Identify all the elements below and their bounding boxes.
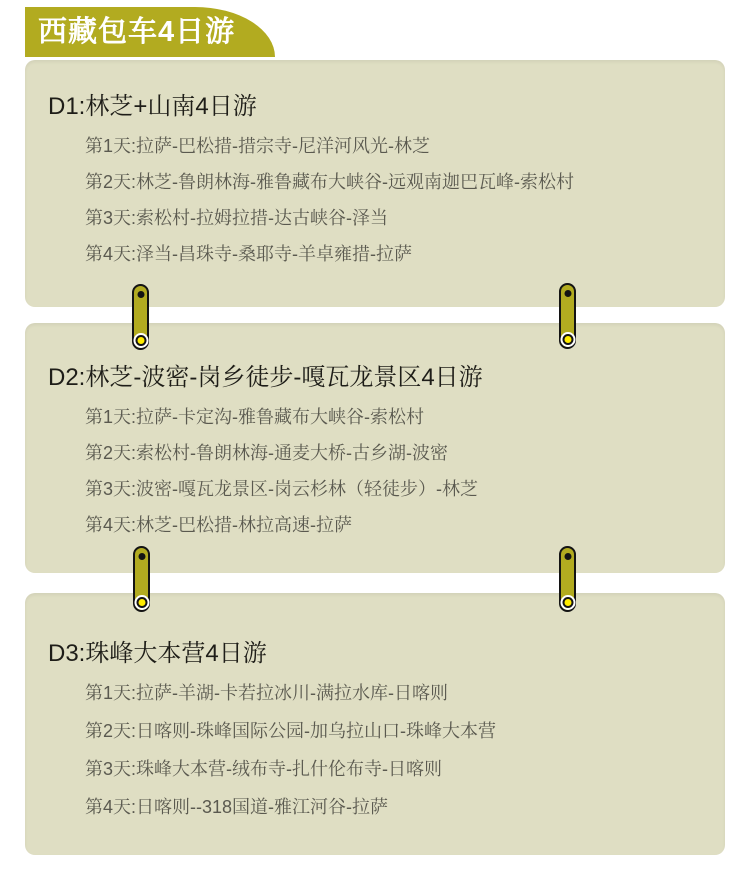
day-item: 第2天:索松村-鲁朗林海-通麦大桥-古乡湖-波密: [85, 443, 448, 463]
day-item: 第4天:林芝-巴松措-林拉高速-拉萨: [85, 515, 352, 535]
day-item: 第3天:珠峰大本营-绒布寺-扎什伦布寺-日喀则: [85, 759, 442, 779]
pin-bulb-icon: [562, 334, 573, 345]
pin-bulb-icon: [562, 597, 573, 608]
pin-dot-icon: [564, 553, 571, 560]
itinerary-panel-d1: [25, 60, 725, 307]
pin-bulb-icon: [136, 597, 147, 608]
section-title-d1: D1:林芝+山南4日游: [48, 93, 257, 120]
binder-pin-icon: [559, 546, 576, 612]
itinerary-panel-d3: [25, 593, 725, 855]
itinerary-panel-d2: [25, 323, 725, 573]
day-item: 第1天:拉萨-巴松措-措宗寺-尼洋河风光-林芝: [85, 136, 430, 156]
day-item: 第1天:拉萨-卡定沟-雅鲁藏布大峡谷-索松村: [85, 407, 424, 427]
day-item: 第2天:林芝-鲁朗林海-雅鲁藏布大峡谷-远观南迦巴瓦峰-索松村: [85, 172, 574, 192]
pin-bulb-icon: [135, 335, 146, 346]
day-item: 第1天:拉萨-羊湖-卡若拉冰川-满拉水库-日喀则: [85, 683, 448, 703]
day-list-d3: [85, 683, 705, 817]
pin-dot-icon: [138, 553, 145, 560]
day-item: 第3天:索松村-拉姆拉措-达古峡谷-泽当: [85, 208, 388, 228]
day-item: 第4天:泽当-昌珠寺-桑耶寺-羊卓雍措-拉萨: [85, 244, 412, 264]
section-title-d3: D3:珠峰大本营4日游: [48, 640, 267, 667]
binder-pin-icon: [133, 546, 150, 612]
day-list-d2: [85, 407, 705, 535]
pin-dot-icon: [137, 291, 144, 298]
day-item: 第2天:日喀则-珠峰国际公园-加乌拉山口-珠峰大本营: [85, 721, 496, 741]
binder-pin-icon: [559, 283, 576, 349]
day-list-d1: [85, 136, 705, 264]
section-title-d2: D2:林芝-波密-岗乡徒步-嘎瓦龙景区4日游: [48, 364, 483, 391]
day-item: 第3天:波密-嘎瓦龙景区-岗云杉林（轻徒步）-林芝: [85, 479, 478, 499]
pin-dot-icon: [564, 290, 571, 297]
header-badge: 西藏包车4日游: [25, 7, 275, 57]
binder-pin-icon: [132, 284, 149, 350]
day-item: 第4天:日喀则--318国道-雅江河谷-拉萨: [85, 797, 389, 817]
